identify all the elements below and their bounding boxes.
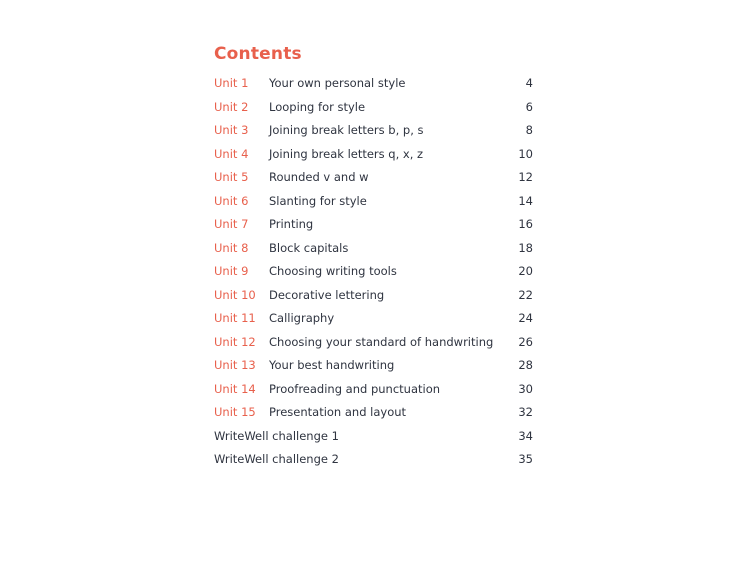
unit-number: Unit 2 [214, 99, 249, 114]
unit-topic: Decorative lettering [269, 287, 385, 302]
toc-row [214, 72, 534, 96]
unit-number: Unit 12 [214, 334, 256, 349]
unit-number: Unit 15 [214, 405, 256, 419]
unit-number: Unit 11 [214, 311, 256, 325]
unit-topic: Calligraphy [269, 311, 335, 325]
unit-topic: Looping for style [269, 99, 366, 114]
unit-topic: Rounded v and w [269, 170, 369, 184]
page-number: 28 [518, 358, 533, 372]
toc-row [214, 143, 534, 167]
toc-row [214, 307, 534, 331]
page-number: 24 [518, 311, 533, 325]
toc-row-challenge [214, 425, 534, 449]
toc-row [214, 190, 534, 214]
unit-number: Unit 13 [214, 358, 256, 372]
unit-topic: Choosing your standard of handwriting [269, 334, 494, 349]
toc-row [214, 119, 534, 143]
unit-number: Unit 1 [214, 76, 249, 90]
unit-topic: Printing [269, 217, 314, 231]
page-number: 30 [518, 381, 533, 396]
page-title: Contents [214, 44, 302, 64]
unit-topic: Choosing writing tools [269, 264, 397, 278]
unit-topic: Proofreading and punctuation [269, 381, 441, 396]
toc-row [214, 401, 534, 425]
unit-number: Unit 3 [214, 123, 249, 137]
page-number: 6 [525, 99, 533, 114]
toc-row [214, 354, 534, 378]
challenge-label: WriteWell challenge 2 [214, 452, 339, 466]
toc-row [214, 237, 534, 261]
table-of-contents [214, 72, 534, 472]
unit-number: Unit 9 [214, 264, 249, 278]
unit-number: Unit 10 [214, 287, 256, 302]
contents-page [214, 40, 534, 472]
unit-topic: Your own personal style [269, 76, 406, 90]
unit-topic: Presentation and layout [269, 405, 407, 419]
unit-topic: Block capitals [269, 240, 349, 255]
page-number: 26 [518, 334, 533, 349]
page-number: 18 [518, 240, 533, 255]
page-number: 34 [518, 428, 533, 443]
unit-number: Unit 4 [214, 146, 249, 161]
toc-row [214, 213, 534, 237]
toc-row [214, 331, 534, 355]
page-number: 35 [518, 452, 533, 466]
page-number: 12 [518, 170, 533, 184]
challenge-label: WriteWell challenge 1 [214, 428, 339, 443]
unit-number: Unit 14 [214, 381, 256, 396]
page-number: 20 [518, 264, 533, 278]
page-number: 22 [518, 287, 533, 302]
toc-row [214, 166, 534, 190]
toc-row-challenge [214, 448, 534, 472]
toc-row [214, 96, 534, 120]
unit-number: Unit 7 [214, 217, 249, 231]
unit-topic: Joining break letters q, x, z [269, 146, 424, 161]
page-number: 10 [518, 146, 533, 161]
toc-row [214, 378, 534, 402]
unit-topic: Joining break letters b, p, s [269, 123, 424, 137]
unit-number: Unit 5 [214, 170, 249, 184]
unit-topic: Your best handwriting [269, 358, 395, 372]
toc-row [214, 284, 534, 308]
page-number: 4 [525, 76, 533, 90]
unit-topic: Slanting for style [269, 193, 367, 208]
page-number: 16 [518, 217, 533, 231]
page-number: 14 [518, 193, 533, 208]
page-number: 8 [525, 123, 533, 137]
toc-row [214, 260, 534, 284]
page-number: 32 [518, 405, 533, 419]
unit-number: Unit 8 [214, 240, 249, 255]
unit-number: Unit 6 [214, 193, 249, 208]
